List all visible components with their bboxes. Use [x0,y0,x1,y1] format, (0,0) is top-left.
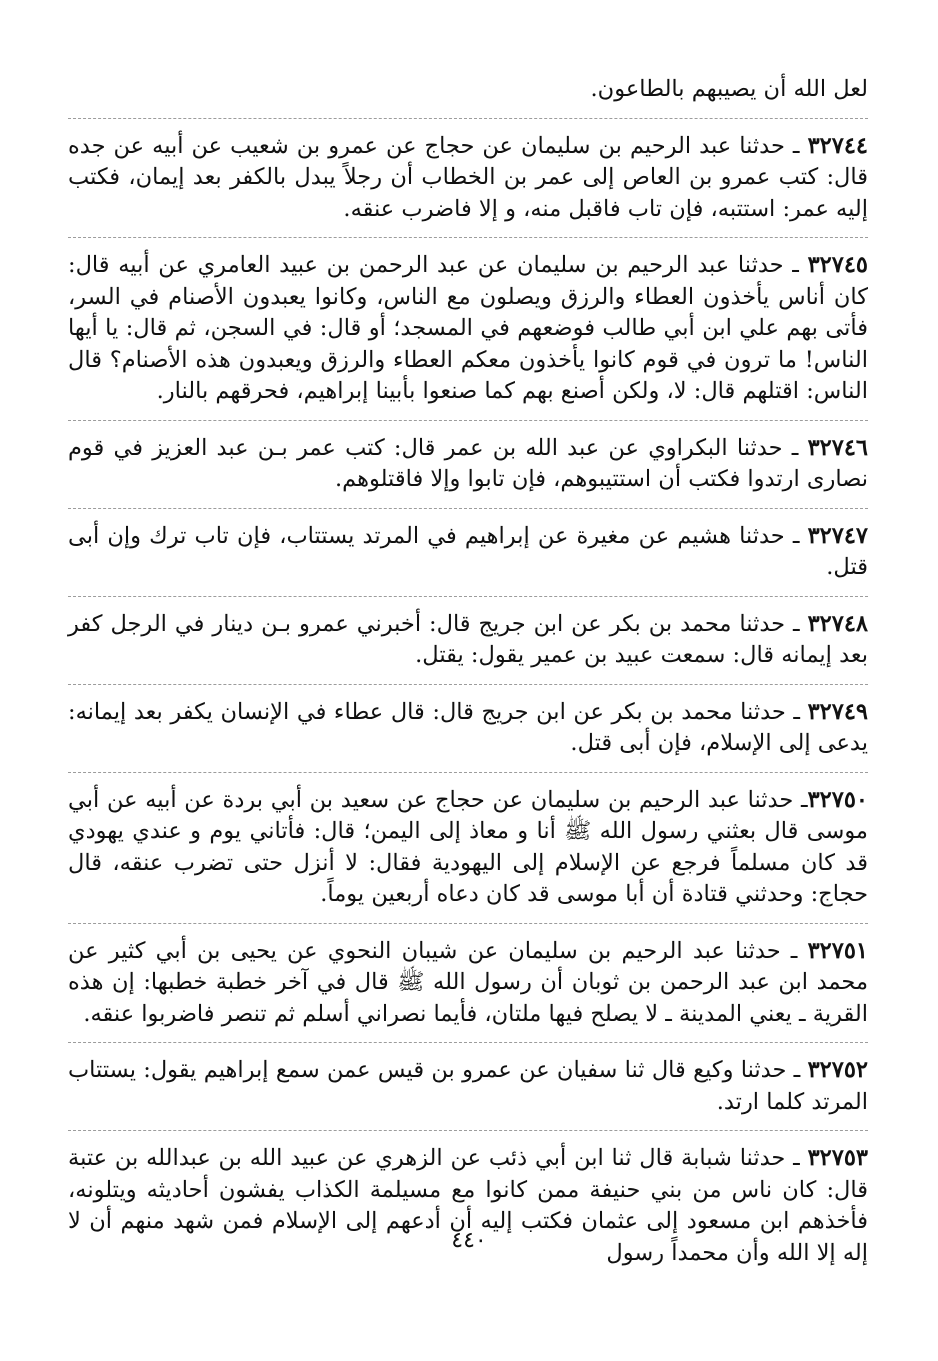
separator-line [68,420,868,421]
separator-line [68,1130,868,1131]
hadith-text: ـ حدثنا عبد الرحيم بن سليمان عن حجاج عن سعيد بن أبي بردة عن أبيه عن أبي موسى قال بعثني رسول الله ﷺ أنا و معاذ إلى اليمن؛ قال: فأتاني يوم و عندي يهودي قد كان مسلماً فرجع عن الإسلام إلى اليهودية فقال: لا أنزل حتى تضرب عنقه، قال حجاج: وحدثني قتادة أن أبا موسى قد كان دعاه أربعين يوماً. [68,786,868,907]
hadith-paragraph [68,785,868,911]
separator-line [68,508,868,509]
hadith-number: ٣٢٧٤٨ [807,610,868,637]
page-number: ٤٤٠ [451,1228,487,1253]
hadith-text: ـ حدثنا عبد الرحيم بن سليمان عن عبد الرحمن بن عبيد العامري عن أبيه قال: كان أناس يأخذون العطاء والرزق ويصلون مع الناس، وكانوا يعبدون الأصنام في السر، فأتى بهم علي ابن أبي طالب فوضعهم في المسجد؛ أو قال: في السجن، ثم قال: يا أيها الناس! ما ترون في قوم كانوا يأخذون معكم العطاء والرزق ويعبدون هذه الأصنام؟ قال الناس: اقتلهم قال: لا، ولكن أصنع بهم كما صنعوا بأبينا إبراهيم، فحرقهم بالنار. [68,252,868,404]
hadith-text: ـ حدثنا البكراوي عن عبد الله بن عمر قال: كتب عمر بـن عبد العزيز في قوم نصارى ارتدوا فكتب أن استتيبوهم، فإن تابوا وإلا فاقتلوهم. [68,434,868,492]
hadith-paragraph [68,433,868,496]
hadith-number: ٣٢٧٤٩ [807,698,868,725]
separator-line [68,596,868,597]
hadith-text: ـ حدثنا محمد بن بكر عن ابن جريج قال: قال عطاء في الإنسان يكفر بعد إيمانه: يدعى إلى الإسلام، فإن أبى قتل. [68,698,868,756]
hadith-number: ٣٢٧٥١ [807,937,868,964]
hadith-text: ـ حدثنا محمد بن بكر عن ابن جريج قال: أخبرني عمرو بـن دينار في الرجل كفر بعد إيمانه قال: سمعت عبيد بن عمير يقول: يقتل. [68,610,868,668]
hadith-number: ٣٢٧٤٤ [807,132,868,159]
separator-line [68,684,868,685]
hadith-text: ـ حدثنا عبد الرحيم بن سليمان عن شيبان النحوي عن يحيى بن أبي كثير عن محمد ابن عبد الرحمن بن ثوبان أن رسول الله ﷺ قال في آخر خطبة خطبها: إن هذه القرية ـ يعني المدينة ـ لا يصلح فيها ملتان، فأيما نصراني أسلم ثم تنصر فاضربوا عنقه. [68,937,868,1027]
hadith-paragraph [68,521,868,584]
page-body [68,74,868,1281]
hadith-paragraph [68,250,868,408]
hadith-paragraph [68,131,868,226]
hadith-paragraph [68,936,868,1031]
hadith-text: ـ حدثنا شبابة قال ثنا ابن أبي ذئب عن الزهري عن عبيد الله بن عبدالله بن عتبة قال: كان ناس من بني حنيفة ممن كانوا مع مسيلمة الكذاب يفشون أحاديثه ويتلونه، فأخذهم ابن مسعود إلى عثمان فكتب إليه أن أدعهم إلى الإسلام فمن شهد منهم أن لا إله إلا الله وأن محمداً رسول [68,1145,868,1266]
hadith-paragraph [68,1055,868,1118]
separator-line [68,923,868,924]
separator-line [68,237,868,238]
hadith-text: ـ حدثنا وكيع قال ثنا سفيان عن عمرو بن قيس عمن سمع إبراهيم يقول: يستتاب المرتد كلما ارتد. [68,1057,868,1115]
hadith-text: ـ حدثنا عبد الرحيم بن سليمان عن حجاج عن عمرو بن شعيب عن أبيه عن جده قال: كتب عمرو بن العاص إلى عمر بن الخطاب أن رجلاً يبدل بالكفر بعد إيمان، فكتب إليه عمر: استتبه، فإن تاب فاقبل منه، و إلا فاضرب عنقه. [68,132,868,222]
hadith-number: ٣٢٧٥٠ [807,786,868,813]
hadith-number: ٣٢٧٥٢ [807,1057,868,1083]
separator-line [68,772,868,773]
intro-paragraph: لعل الله أن يصيبهم بالطاعون. [590,76,868,102]
hadith-number: ٣٢٧٤٥ [807,252,868,278]
hadith-paragraph [68,697,868,760]
hadith-text: ـ حدثنا هشيم عن مغيرة عن إبراهيم في المرتد يستتاب، فإن تاب ترك وإن أبى قتل. [68,522,868,580]
hadith-number: ٣٢٧٥٣ [807,1145,868,1171]
separator-line [68,1042,868,1043]
hadith-number: ٣٢٧٤٦ [807,434,868,461]
hadith-number: ٣٢٧٤٧ [807,522,868,549]
hadith-paragraph [68,609,868,672]
separator-line [68,118,868,119]
